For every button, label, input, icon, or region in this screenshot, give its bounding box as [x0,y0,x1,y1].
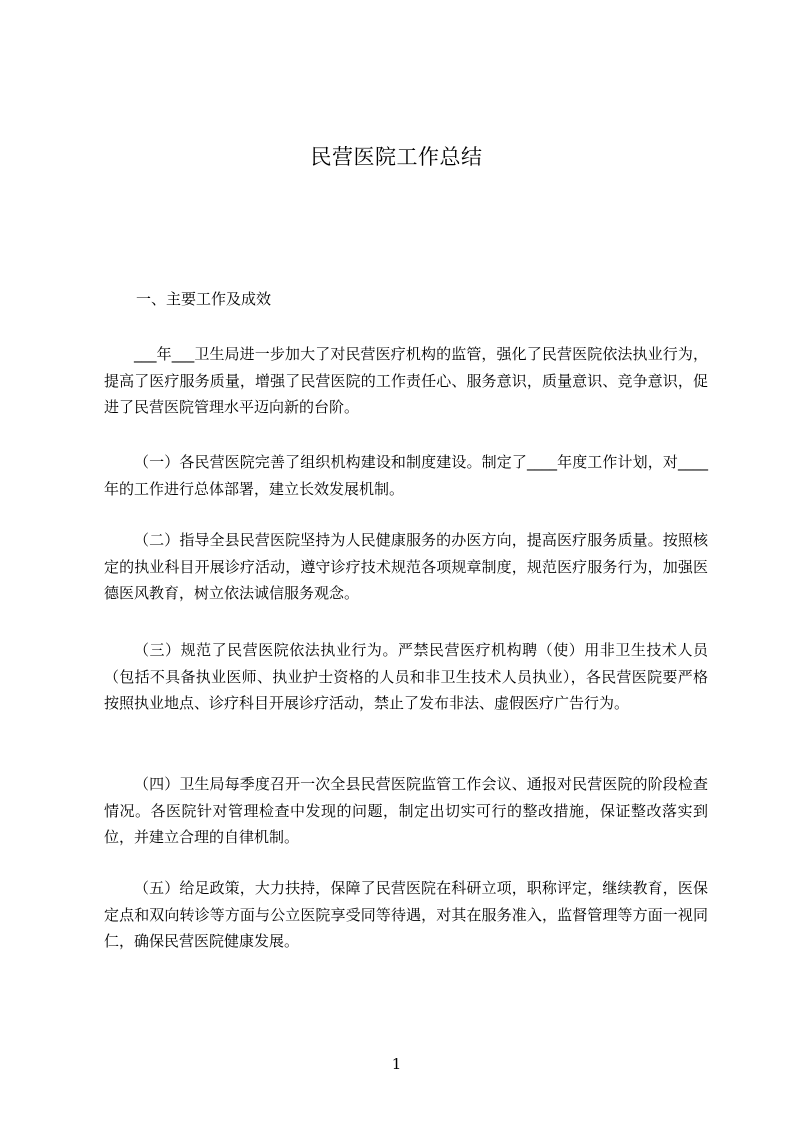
paragraph-item-1: （一）各民营医院完善了组织机构建设和制度建设。制定了____年度工作计划，对____年的工作进行总体部署，建立长效发展机制。 [104,453,708,498]
paragraph-intro: ___年___卫生局进一步加大了对民营医疗机构的监管，强化了民营医院依法执业行为，提高了医疗服务质量，增强了民营医院的工作责任心、服务意识，质量意识、竞争意识，促进了民营医院管理水平迈向新的台阶。 [104,345,708,416]
paragraph-item-3: （三）规范了民营医院依法执业行为。严禁民营医疗机构聘（使）用非卫生技术人员（包括不具备执业医师、执业护士资格的人员和非卫生技术人员执业），各民营医院要严格按照执业地点、诊疗科目开展诊疗活动，禁止了发布非法、虚假医疗广告行为。 [104,641,708,712]
document-title: 民营医院工作总结 [310,145,483,169]
page-number: 1 [391,1055,402,1073]
paragraph-item-5: （五）给足政策，大力扶持，保障了民营医院在科研立项，职称评定，继续教育，医保定点和双向转诊等方面与公立医院享受同等待遇，对其在服务准入，监督管理等方面一视同仁，确保民营医院健康发展。 [104,879,708,950]
paragraph-item-4: （四）卫生局每季度召开一次全县民营医院监管工作会议、通报对民营医院的阶段检查情况。各医院针对管理检查中发现的问题，制定出切实可行的整改措施，保证整改落实到位，并建立合理的自律机制。 [104,775,708,846]
paragraph-item-2: （二）指导全县民营医院坚持为人民健康服务的办医方向，提高医疗服务质量。按照核定的执业科目开展诊疗活动，遵守诊疗技术规范各项规章制度，规范医疗服务行为，加强医德医风教育，树立依法诚信服务观念。 [104,531,708,602]
section-heading: 一、主要工作及成效 [136,290,272,308]
